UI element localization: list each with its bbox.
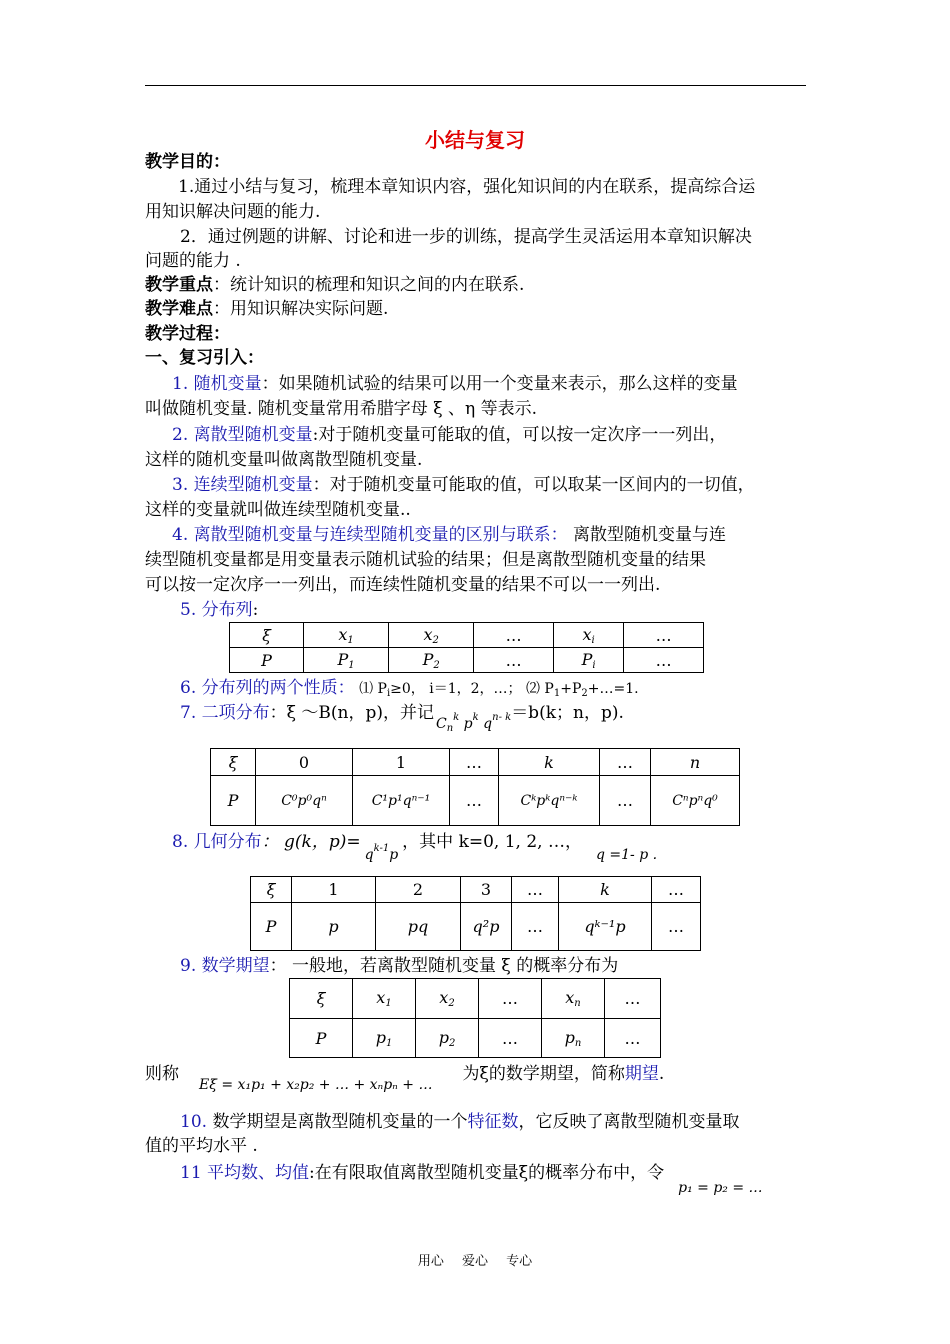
table-cell: $P_i$ bbox=[553, 648, 623, 673]
table-cell: k bbox=[499, 749, 600, 776]
p5-colon: : bbox=[252, 600, 259, 620]
table-cell: 0 bbox=[256, 749, 353, 776]
table-cell: … bbox=[624, 623, 704, 648]
p1-text: ：如果随机试验的结果可以用一个变量来表示，那么这样的变量 bbox=[261, 374, 738, 394]
table-cell: $x_1$ bbox=[304, 623, 389, 648]
p9b-end: . bbox=[658, 1064, 665, 1084]
p4-term: 4. 离散型随机变量与连续型随机变量的区别与联系： bbox=[172, 525, 568, 545]
expectation-formula: Eξ = x₁p₁ + x₂p₂ + … + xₙpₙ + … bbox=[199, 1077, 433, 1093]
p9b-post: 为ξ的数学期望，简称 bbox=[462, 1064, 625, 1084]
table-row bbox=[211, 776, 740, 826]
table-row bbox=[230, 623, 704, 648]
table-cell: P bbox=[230, 648, 304, 673]
p2-line1 bbox=[172, 424, 726, 446]
table-cell: Cⁿpⁿq⁰ bbox=[651, 776, 740, 826]
table-cell: $x_i$ bbox=[553, 623, 623, 648]
table-cell: … bbox=[605, 979, 661, 1019]
table-cell: $x_2$ bbox=[416, 979, 479, 1019]
binomial-table bbox=[210, 748, 740, 826]
table-cell: P bbox=[251, 903, 292, 951]
table-cell: n bbox=[651, 749, 740, 776]
table-row bbox=[211, 749, 740, 776]
p4-text: 离散型随机变量与连 bbox=[567, 525, 727, 545]
table-cell: $x_1$ bbox=[353, 979, 416, 1019]
expectation-table bbox=[289, 978, 661, 1058]
difficulty-label: 教学难点 bbox=[145, 299, 213, 319]
binomial-formula: $C_n^k$ $p^k$ $q^{n- k}$ bbox=[435, 712, 512, 734]
page-footer: 用心 爱心 专心 bbox=[417, 1254, 533, 1269]
goal-item1-line2: 用知识解决问题的能力. bbox=[145, 202, 321, 222]
sub: 2 bbox=[581, 688, 588, 699]
table-cell: … bbox=[450, 749, 499, 776]
key-text: ：统计知识的梳理和知识之间的内在联系. bbox=[213, 275, 525, 295]
p2-line2: 这样的随机变量叫做离散型随机变量. bbox=[145, 450, 423, 470]
p9b-term: 期望 bbox=[624, 1064, 659, 1084]
table-cell: … bbox=[600, 776, 651, 826]
table-cell: $P_1$ bbox=[304, 648, 389, 673]
table-cell: … bbox=[652, 877, 701, 903]
key-points bbox=[145, 274, 524, 296]
table-cell: 1 bbox=[292, 877, 376, 903]
p10-line2: 值的平均水平 . bbox=[145, 1136, 258, 1156]
process-heading: 教学过程： bbox=[145, 324, 230, 344]
p3-line1 bbox=[172, 474, 755, 496]
p6-line bbox=[180, 677, 639, 705]
p5-term: 5. 分布列 bbox=[180, 600, 253, 620]
p2-term: 2. 离散型随机变量 bbox=[172, 425, 313, 445]
p1-line1 bbox=[172, 373, 738, 395]
p2-text: :对于随机变量可能取的值，可以按一定次序一一列出， bbox=[312, 425, 727, 445]
p9-line bbox=[180, 955, 618, 977]
table-cell: … bbox=[624, 648, 704, 673]
p11-term: 11 平均数、均值 bbox=[180, 1163, 310, 1183]
p6-text2: ≥0， i＝1，2，…； ⑵ P bbox=[390, 681, 554, 697]
p10-num: 10. bbox=[180, 1112, 208, 1132]
table-cell: ξ bbox=[290, 979, 353, 1019]
goal-item1-line1: 1.通过小结与复习，梳理本章知识内容，强化知识间的内在联系，提高综合运 bbox=[178, 177, 756, 197]
table-cell: … bbox=[512, 877, 559, 903]
table-row bbox=[230, 648, 704, 673]
table-cell: ξ bbox=[211, 749, 256, 776]
table-cell: … bbox=[652, 903, 701, 951]
table-cell: … bbox=[474, 648, 554, 673]
table-cell: C⁰p⁰qⁿ bbox=[256, 776, 353, 826]
table-cell: p bbox=[292, 903, 376, 951]
p9-text: ： 一般地，若离散型随机变量 ξ 的概率分布为 bbox=[269, 956, 619, 976]
table-cell: … bbox=[600, 749, 651, 776]
table-cell: $p_2$ bbox=[416, 1019, 479, 1058]
table-cell: k bbox=[559, 877, 652, 903]
p11-formula: p₁ = p₂ = … bbox=[678, 1180, 763, 1196]
table-cell: pq bbox=[376, 903, 461, 951]
table-cell: Cᵏpᵏqⁿ⁻ᵏ bbox=[499, 776, 600, 826]
p10-text-a: 数学期望是离散型随机变量的一个 bbox=[207, 1112, 468, 1132]
p9b-pre: 则称 bbox=[145, 1064, 179, 1084]
table-row bbox=[290, 1019, 661, 1058]
p8-text: ： g(k，p)= bbox=[261, 832, 361, 852]
table-cell: 2 bbox=[376, 877, 461, 903]
p6-term: 6. 分布列的两个性质： bbox=[180, 678, 355, 698]
p5-line bbox=[180, 599, 258, 621]
table-cell: … bbox=[450, 776, 499, 826]
p3-line2: 这样的变量就叫做连续型随机变量.. bbox=[145, 500, 411, 520]
p10-line1 bbox=[180, 1111, 739, 1133]
goal-heading: 教学目的： bbox=[145, 152, 230, 172]
difficulty-text: ：用知识解决实际问题. bbox=[213, 299, 389, 319]
key-label: 教学重点 bbox=[145, 275, 213, 295]
p1-line2: 叫做随机变量. 随机变量常用希腊字母 ξ 、η 等表示. bbox=[145, 399, 537, 419]
p8-line bbox=[172, 831, 657, 866]
goal-item2-line2: 问题的能力 . bbox=[145, 251, 241, 271]
table-cell: q²p bbox=[461, 903, 512, 951]
p3-text: ：对于随机变量可能取的值，可以取某一区间内的一切值， bbox=[312, 475, 755, 495]
table-cell: $p_n$ bbox=[542, 1019, 605, 1058]
p4-line2: 续型随机变量都是用变量表示随机试验的结果；但是离散型随机变量的结果 bbox=[145, 550, 706, 570]
p1-term: 1. 随机变量 bbox=[172, 374, 262, 394]
difficulty-points bbox=[145, 298, 388, 320]
table-cell: … bbox=[474, 623, 554, 648]
goal-item2-line1: 2．通过例题的讲解、讨论和进一步的训练，提高学生灵活运用本章知识解决 bbox=[180, 227, 752, 247]
table-cell: … bbox=[479, 1019, 542, 1058]
sub: i bbox=[386, 688, 391, 699]
table-cell: ξ bbox=[251, 877, 292, 903]
p11-line bbox=[180, 1162, 763, 1199]
table-cell: $x_n$ bbox=[542, 979, 605, 1019]
p7-line bbox=[180, 702, 624, 740]
table-cell: P bbox=[211, 776, 256, 826]
p11-text: :在有限取值离散型随机变量ξ的概率分布中，令 bbox=[309, 1163, 665, 1183]
table-row bbox=[290, 979, 661, 1019]
q-formula: q =1- p . bbox=[596, 847, 658, 863]
header-rule bbox=[145, 85, 806, 86]
table-cell: $p_1$ bbox=[353, 1019, 416, 1058]
p3-term: 3. 连续型随机变量 bbox=[172, 475, 313, 495]
p9-term: 9. 数学期望 bbox=[180, 956, 270, 976]
table-cell: $x_2$ bbox=[389, 623, 474, 648]
sub: 1 bbox=[553, 688, 561, 699]
p4-line3: 可以按一定次序一一列出，而连续性随机变量的结果不可以一一列出. bbox=[145, 575, 661, 595]
table-cell: P bbox=[290, 1019, 353, 1058]
p6-text: ⑴ P bbox=[354, 681, 387, 697]
table-cell: $P_2$ bbox=[389, 648, 474, 673]
p9b-line bbox=[145, 1063, 664, 1096]
p8-text2: ，其中 k=0, 1, 2, …， bbox=[402, 832, 582, 852]
p6-plus: +P bbox=[560, 681, 582, 697]
table-cell: 3 bbox=[461, 877, 512, 903]
table-cell: 1 bbox=[353, 749, 450, 776]
p7-eq: ＝b(k；n，p). bbox=[511, 703, 624, 723]
geometric-formula: $q^{k-1}p$ bbox=[364, 843, 399, 863]
geometric-table bbox=[250, 876, 701, 951]
p10-text-b: ，它反映了离散型随机变量取 bbox=[518, 1112, 740, 1132]
distribution-table bbox=[229, 622, 704, 673]
table-cell: ξ bbox=[230, 623, 304, 648]
p8-term: 8. 几何分布 bbox=[172, 832, 262, 852]
p7-term: 7. 二项分布 bbox=[180, 703, 270, 723]
p6-end: +…=1. bbox=[587, 681, 639, 697]
table-row bbox=[251, 903, 701, 951]
table-cell: … bbox=[479, 979, 542, 1019]
section1-heading: 一、复习引入： bbox=[145, 348, 264, 368]
p7-text: ：ξ ～B(n，p)，并记 bbox=[269, 703, 434, 723]
p10-term: 特征数 bbox=[467, 1112, 519, 1132]
table-cell: … bbox=[605, 1019, 661, 1058]
p4-line1 bbox=[172, 524, 726, 546]
table-cell: C¹p¹qⁿ⁻¹ bbox=[353, 776, 450, 826]
table-row bbox=[251, 877, 701, 903]
page-title: 小结与复习 bbox=[425, 128, 525, 152]
table-cell: qᵏ⁻¹p bbox=[559, 903, 652, 951]
table-cell: … bbox=[512, 903, 559, 951]
